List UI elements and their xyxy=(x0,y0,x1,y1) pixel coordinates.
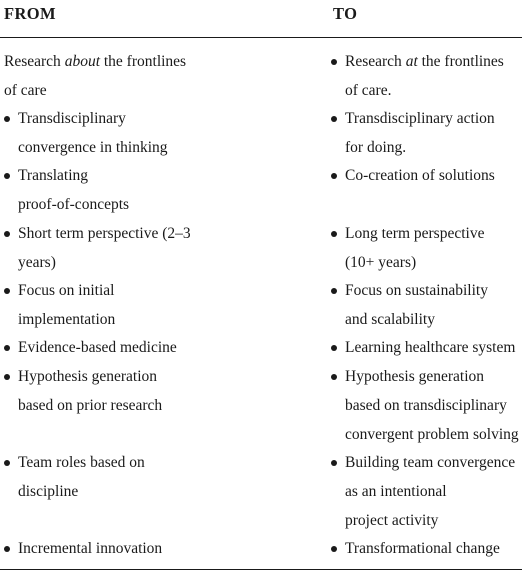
bullet-icon xyxy=(331,173,337,179)
bullet-icon xyxy=(331,345,337,351)
to-cell: Building team convergence as an intentional project activity xyxy=(345,454,516,529)
to-cell: Focus on sustainability and scalability xyxy=(345,282,488,328)
from-cell: Incremental innovation xyxy=(18,540,163,557)
from-cell: Transdisciplinary convergence in thinking xyxy=(18,110,168,156)
column-header-from: FROM xyxy=(4,4,57,23)
header-rule xyxy=(0,37,522,38)
intro-from: Research about the frontlines of care xyxy=(4,53,187,99)
bullet-icon xyxy=(4,345,10,351)
bullet-icon xyxy=(331,374,337,380)
bullet-icon xyxy=(331,288,337,294)
bullet-icon xyxy=(331,116,337,122)
to-cell: Transdisciplinary action for doing. xyxy=(345,110,495,156)
bullet-icon xyxy=(331,231,337,237)
to-cell: Hypothesis generation based on transdisciplinary convergent problem solving xyxy=(345,368,519,443)
bullet-icon xyxy=(4,116,10,122)
intro-to: Research at the frontlines of care. xyxy=(345,53,504,99)
from-cell: Evidence-based medicine xyxy=(18,339,177,356)
from-cell: Focus on initial implementation xyxy=(18,282,116,328)
bullet-icon xyxy=(4,231,10,237)
from-cell: Translating proof-of-concepts xyxy=(18,167,130,213)
bullet-icon xyxy=(4,374,10,380)
to-cell: Transformational change xyxy=(345,540,500,557)
from-cell: Short term perspective (2–3 years) xyxy=(18,225,191,271)
to-cell: Learning healthcare system xyxy=(345,339,516,356)
to-cell: Long term perspective (10+ years) xyxy=(345,225,485,271)
bullet-icon xyxy=(331,59,337,65)
column-header-to: TO xyxy=(333,4,358,23)
bullet-icon xyxy=(4,546,10,552)
bullet-icon xyxy=(331,546,337,552)
bullet-icon xyxy=(4,173,10,179)
to-cell: Co-creation of solutions xyxy=(345,167,495,184)
from-cell: Hypothesis generation based on prior research xyxy=(18,368,163,414)
bullet-icon xyxy=(4,460,10,466)
from-cell: Team roles based on discipline xyxy=(18,454,145,500)
bullet-icon xyxy=(331,460,337,466)
bottom-rule xyxy=(0,569,522,570)
bullet-icon xyxy=(4,288,10,294)
